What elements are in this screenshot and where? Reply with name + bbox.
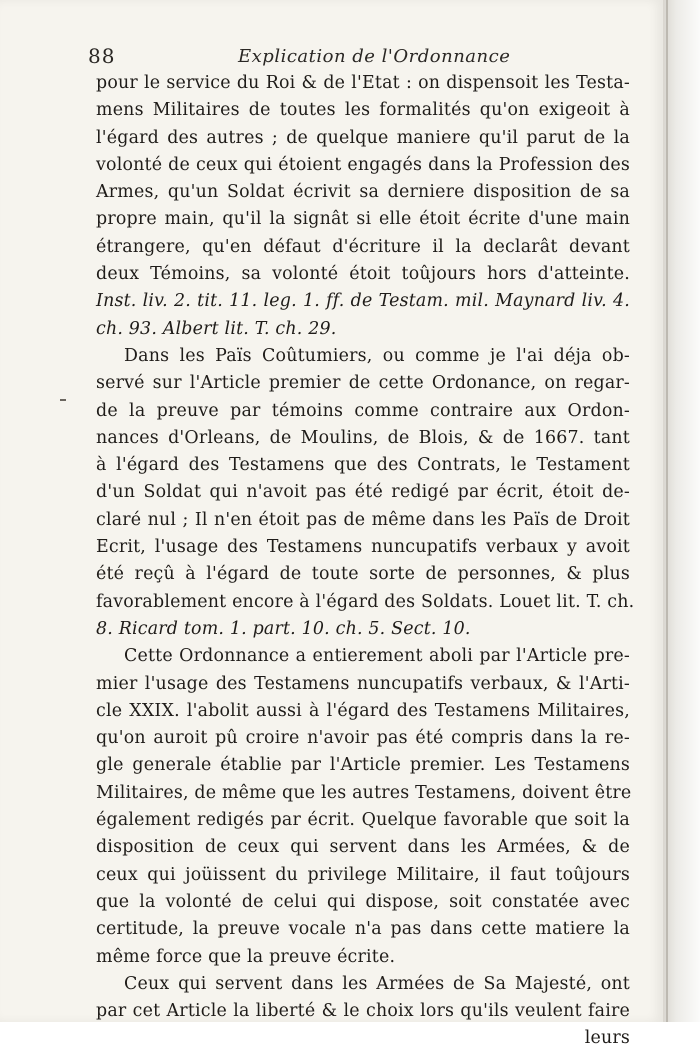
text-line: deux Témoins, sa volonté étoit toûjours hors d'atteinte. — [96, 264, 630, 285]
text-line: de la preuve par témoins comme contraire aux Ordon- — [96, 400, 630, 421]
citation-line: ch. 93. Albert lit. T. ch. 29. — [96, 318, 337, 339]
margin-mark — [60, 399, 66, 401]
text-line: Ecrit, l'usage des Testamens nuncupatifs verbaux y avoit — [96, 537, 630, 558]
text-line: mens Militaires de toutes les formalités qu'on exigeoit à — [96, 100, 630, 121]
text-line: favorablement encore à l'égard des Soldats. Louet lit. T. ch. — [96, 591, 635, 612]
text-line: à l'égard des Testamens que des Contrats, le Testament — [96, 455, 630, 476]
citation-line: Inst. liv. 2. tit. 11. leg. 1. ff. de Testam. mil. Maynard liv. 4. — [96, 291, 630, 312]
text-line: servé sur l'Article premier de cette Ordonance, on regar- — [96, 373, 630, 394]
text-line: Militaires, de même que les autres Testamens, doivent être — [96, 782, 632, 803]
text-line: étrangere, qu'en défaut d'écriture il la declarât devant — [96, 236, 630, 257]
text-line: certitude, la preuve vocale n'a pas dans cette matiere la — [96, 919, 630, 940]
text-line: propre main, qu'il la signât si elle étoit écrite d'une main — [96, 209, 630, 230]
text-line: nances d'Orleans, de Moulins, de Blois, & de 1667. tant — [96, 427, 630, 448]
text-line: qu'on auroit pû croire n'avoir pas été compris dans la re- — [96, 728, 630, 749]
text-line: pour le service du Roi & de l'Etat : on dispensoit les Testa- — [96, 73, 630, 93]
text-line: également redigés par écrit. Quelque favorable que soit la — [96, 810, 630, 831]
text-line: par cet Article la liberté & le choix lors qu'ils veulent faire — [96, 1001, 630, 1022]
page-gutter — [663, 0, 700, 1022]
catchword: leurs — [584, 1028, 630, 1049]
page-number: 88 — [88, 44, 116, 68]
page-edge-line — [666, 0, 668, 1022]
text-line: l'égard des autres ; de quelque maniere qu'il parut de la — [96, 127, 630, 148]
paragraph-start-line: Cette Ordonnance a entierement aboli par l'Article pre- — [124, 646, 630, 667]
text-line: volonté de ceux qui étoient engagés dans la Profession des — [96, 154, 630, 175]
paragraph-start-line: Ceux qui servent dans les Armées de Sa Majesté, ont — [124, 973, 630, 994]
text-line: disposition de ceux qui servent dans les Armées, & de — [96, 837, 630, 858]
text-line: cle XXIX. l'abolit aussi à l'égard des Testamens Militaires, — [96, 700, 630, 721]
running-title: Explication de l'Ordonnance — [238, 46, 511, 67]
paragraph-start-line: Dans les Païs Coûtumiers, ou comme je l'ai déja ob- — [124, 345, 630, 366]
text-line: ceux qui joüissent du privilege Militaire, il faut toûjours — [96, 864, 630, 885]
text-line: claré nul ; Il n'en étoit pas de même dans les Païs de Droit — [96, 509, 630, 530]
body-text — [96, 70, 635, 1053]
citation-line: 8. Ricard tom. 1. part. 10. ch. 5. Sect. 10. — [96, 618, 471, 639]
text-line: gle generale établie par l'Article premier. Les Testamens — [96, 755, 630, 776]
text-line: Armes, qu'un Soldat écrivit sa derniere disposition de sa — [96, 182, 630, 203]
text-line: même force que la preuve écrite. — [96, 946, 396, 967]
text-line: mier l'usage des Testamens nuncupatifs verbaux, & l'Arti- — [96, 673, 630, 694]
text-line: été reçû à l'égard de toute sorte de personnes, & plus — [96, 564, 630, 585]
running-header — [88, 44, 628, 72]
text-line: d'un Soldat qui n'avoit pas été redigé par écrit, étoit de- — [96, 482, 630, 503]
text-line: que la volonté de celui qui dispose, soit constatée avec — [96, 891, 630, 912]
